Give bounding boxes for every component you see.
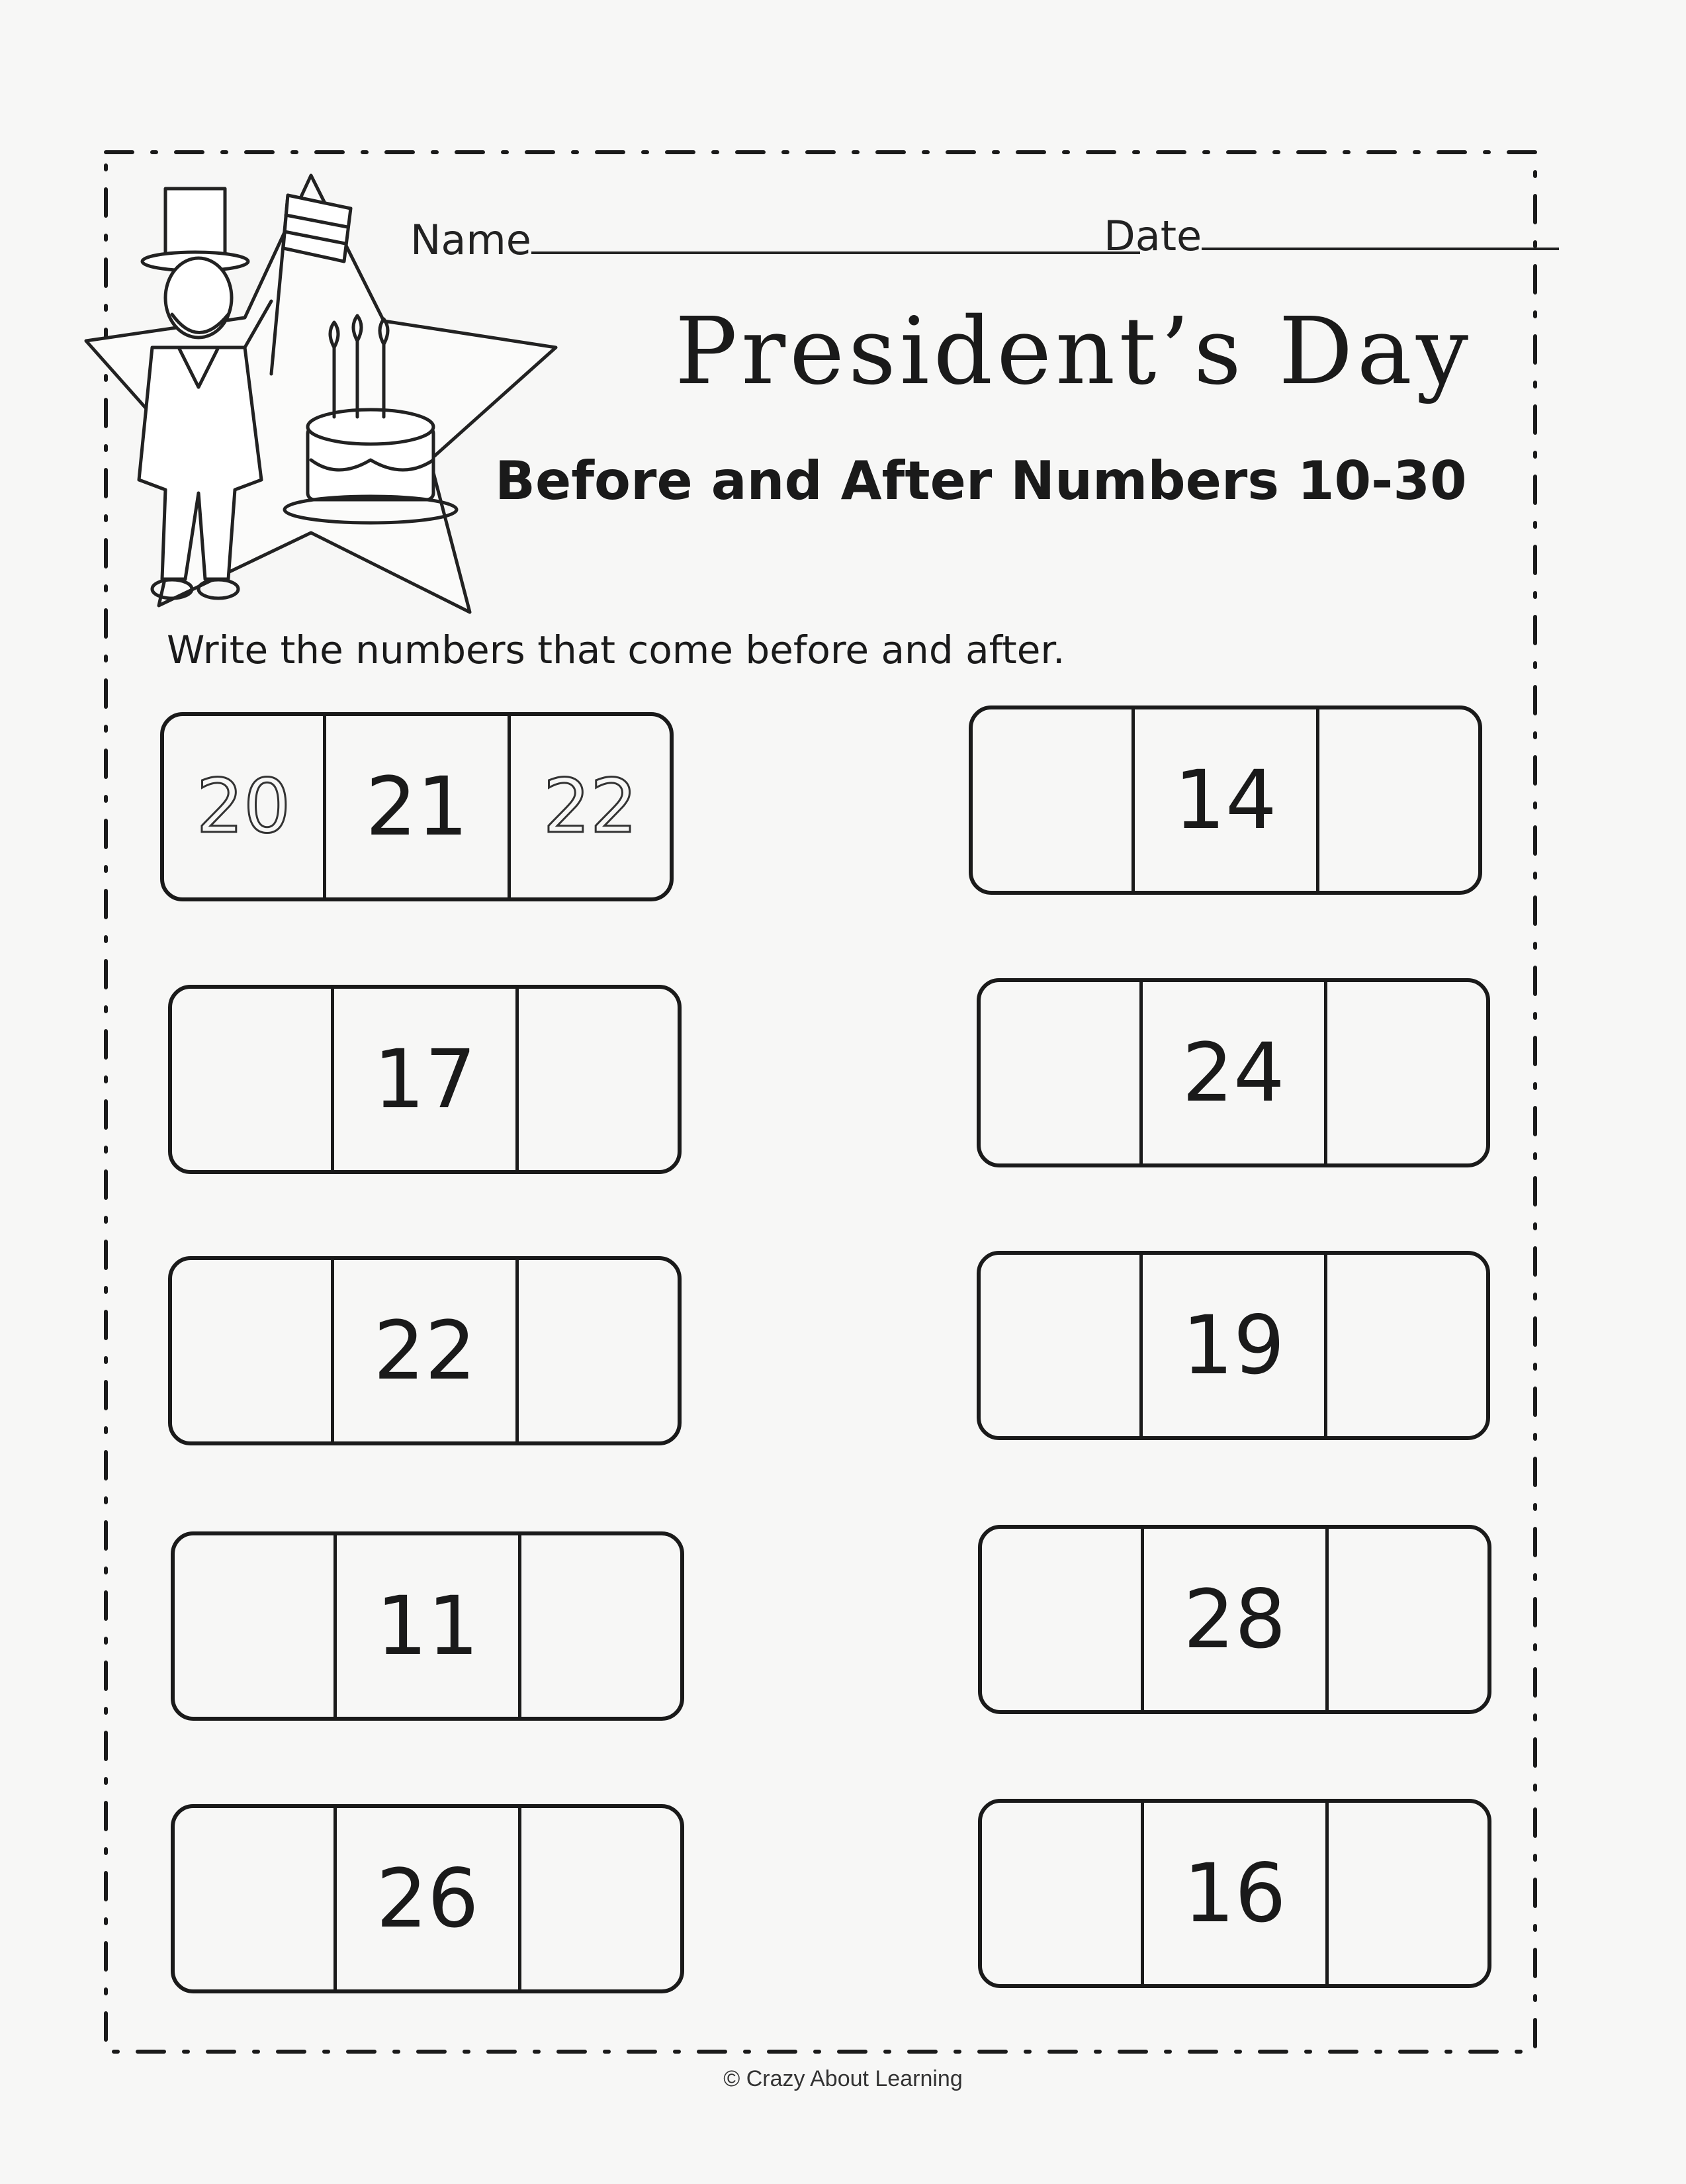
before-answer-box[interactable] [172, 1260, 331, 1441]
date-label: Date [1104, 212, 1202, 260]
date-field[interactable] [1104, 212, 1559, 260]
given-number: 22 [331, 1260, 519, 1441]
number-card [977, 978, 1490, 1167]
given-number: 19 [1139, 1255, 1327, 1436]
number-card [969, 705, 1482, 895]
instructions: Write the numbers that come before and after. [167, 627, 1065, 672]
example-card [160, 712, 674, 901]
after-answer-box[interactable] [1329, 1529, 1487, 1710]
after-answer-box[interactable] [1327, 1255, 1486, 1436]
number-card [171, 1804, 684, 1993]
before-answer-box[interactable] [981, 1255, 1139, 1436]
before-answer-box[interactable] [982, 1803, 1141, 1984]
page-subtitle: Before and After Numbers 10-30 [495, 450, 1467, 512]
number-card [171, 1531, 684, 1721]
number-card [978, 1799, 1491, 1988]
given-number: 11 [333, 1535, 521, 1717]
before-answer-box[interactable] [172, 989, 331, 1170]
given-number: 26 [333, 1808, 521, 1989]
example-before-number: 20 [196, 764, 291, 850]
given-number: 17 [331, 989, 519, 1170]
name-label: Name [410, 216, 531, 264]
after-answer-box[interactable] [1327, 982, 1486, 1163]
given-number: 14 [1131, 709, 1319, 891]
after-answer-box[interactable] [519, 1260, 678, 1441]
after-answer-box[interactable] [521, 1535, 680, 1717]
number-card [978, 1525, 1491, 1714]
after-answer-box[interactable] [521, 1808, 680, 1989]
page-title: President’s Day [675, 298, 1473, 406]
before-answer-box[interactable] [982, 1529, 1141, 1710]
after-answer-box[interactable] [519, 989, 678, 1170]
before-answer-box[interactable] [973, 709, 1131, 891]
example-number: 21 [323, 716, 511, 897]
before-answer-box[interactable] [175, 1808, 333, 1989]
example-after-number: 22 [543, 764, 638, 850]
number-card [168, 985, 682, 1174]
after-answer-box[interactable] [1319, 709, 1478, 891]
copyright-footer: © Crazy About Learning [723, 2066, 963, 2091]
date-line[interactable] [1202, 241, 1559, 250]
number-card [977, 1251, 1490, 1440]
given-number: 16 [1141, 1803, 1329, 1984]
given-number: 24 [1139, 982, 1327, 1163]
before-answer-box[interactable] [981, 982, 1139, 1163]
name-field[interactable] [410, 216, 1140, 264]
number-card [168, 1256, 682, 1445]
given-number: 28 [1141, 1529, 1329, 1710]
after-answer-box[interactable] [1329, 1803, 1487, 1984]
before-answer-box[interactable] [175, 1535, 333, 1717]
name-line[interactable] [531, 245, 1140, 254]
